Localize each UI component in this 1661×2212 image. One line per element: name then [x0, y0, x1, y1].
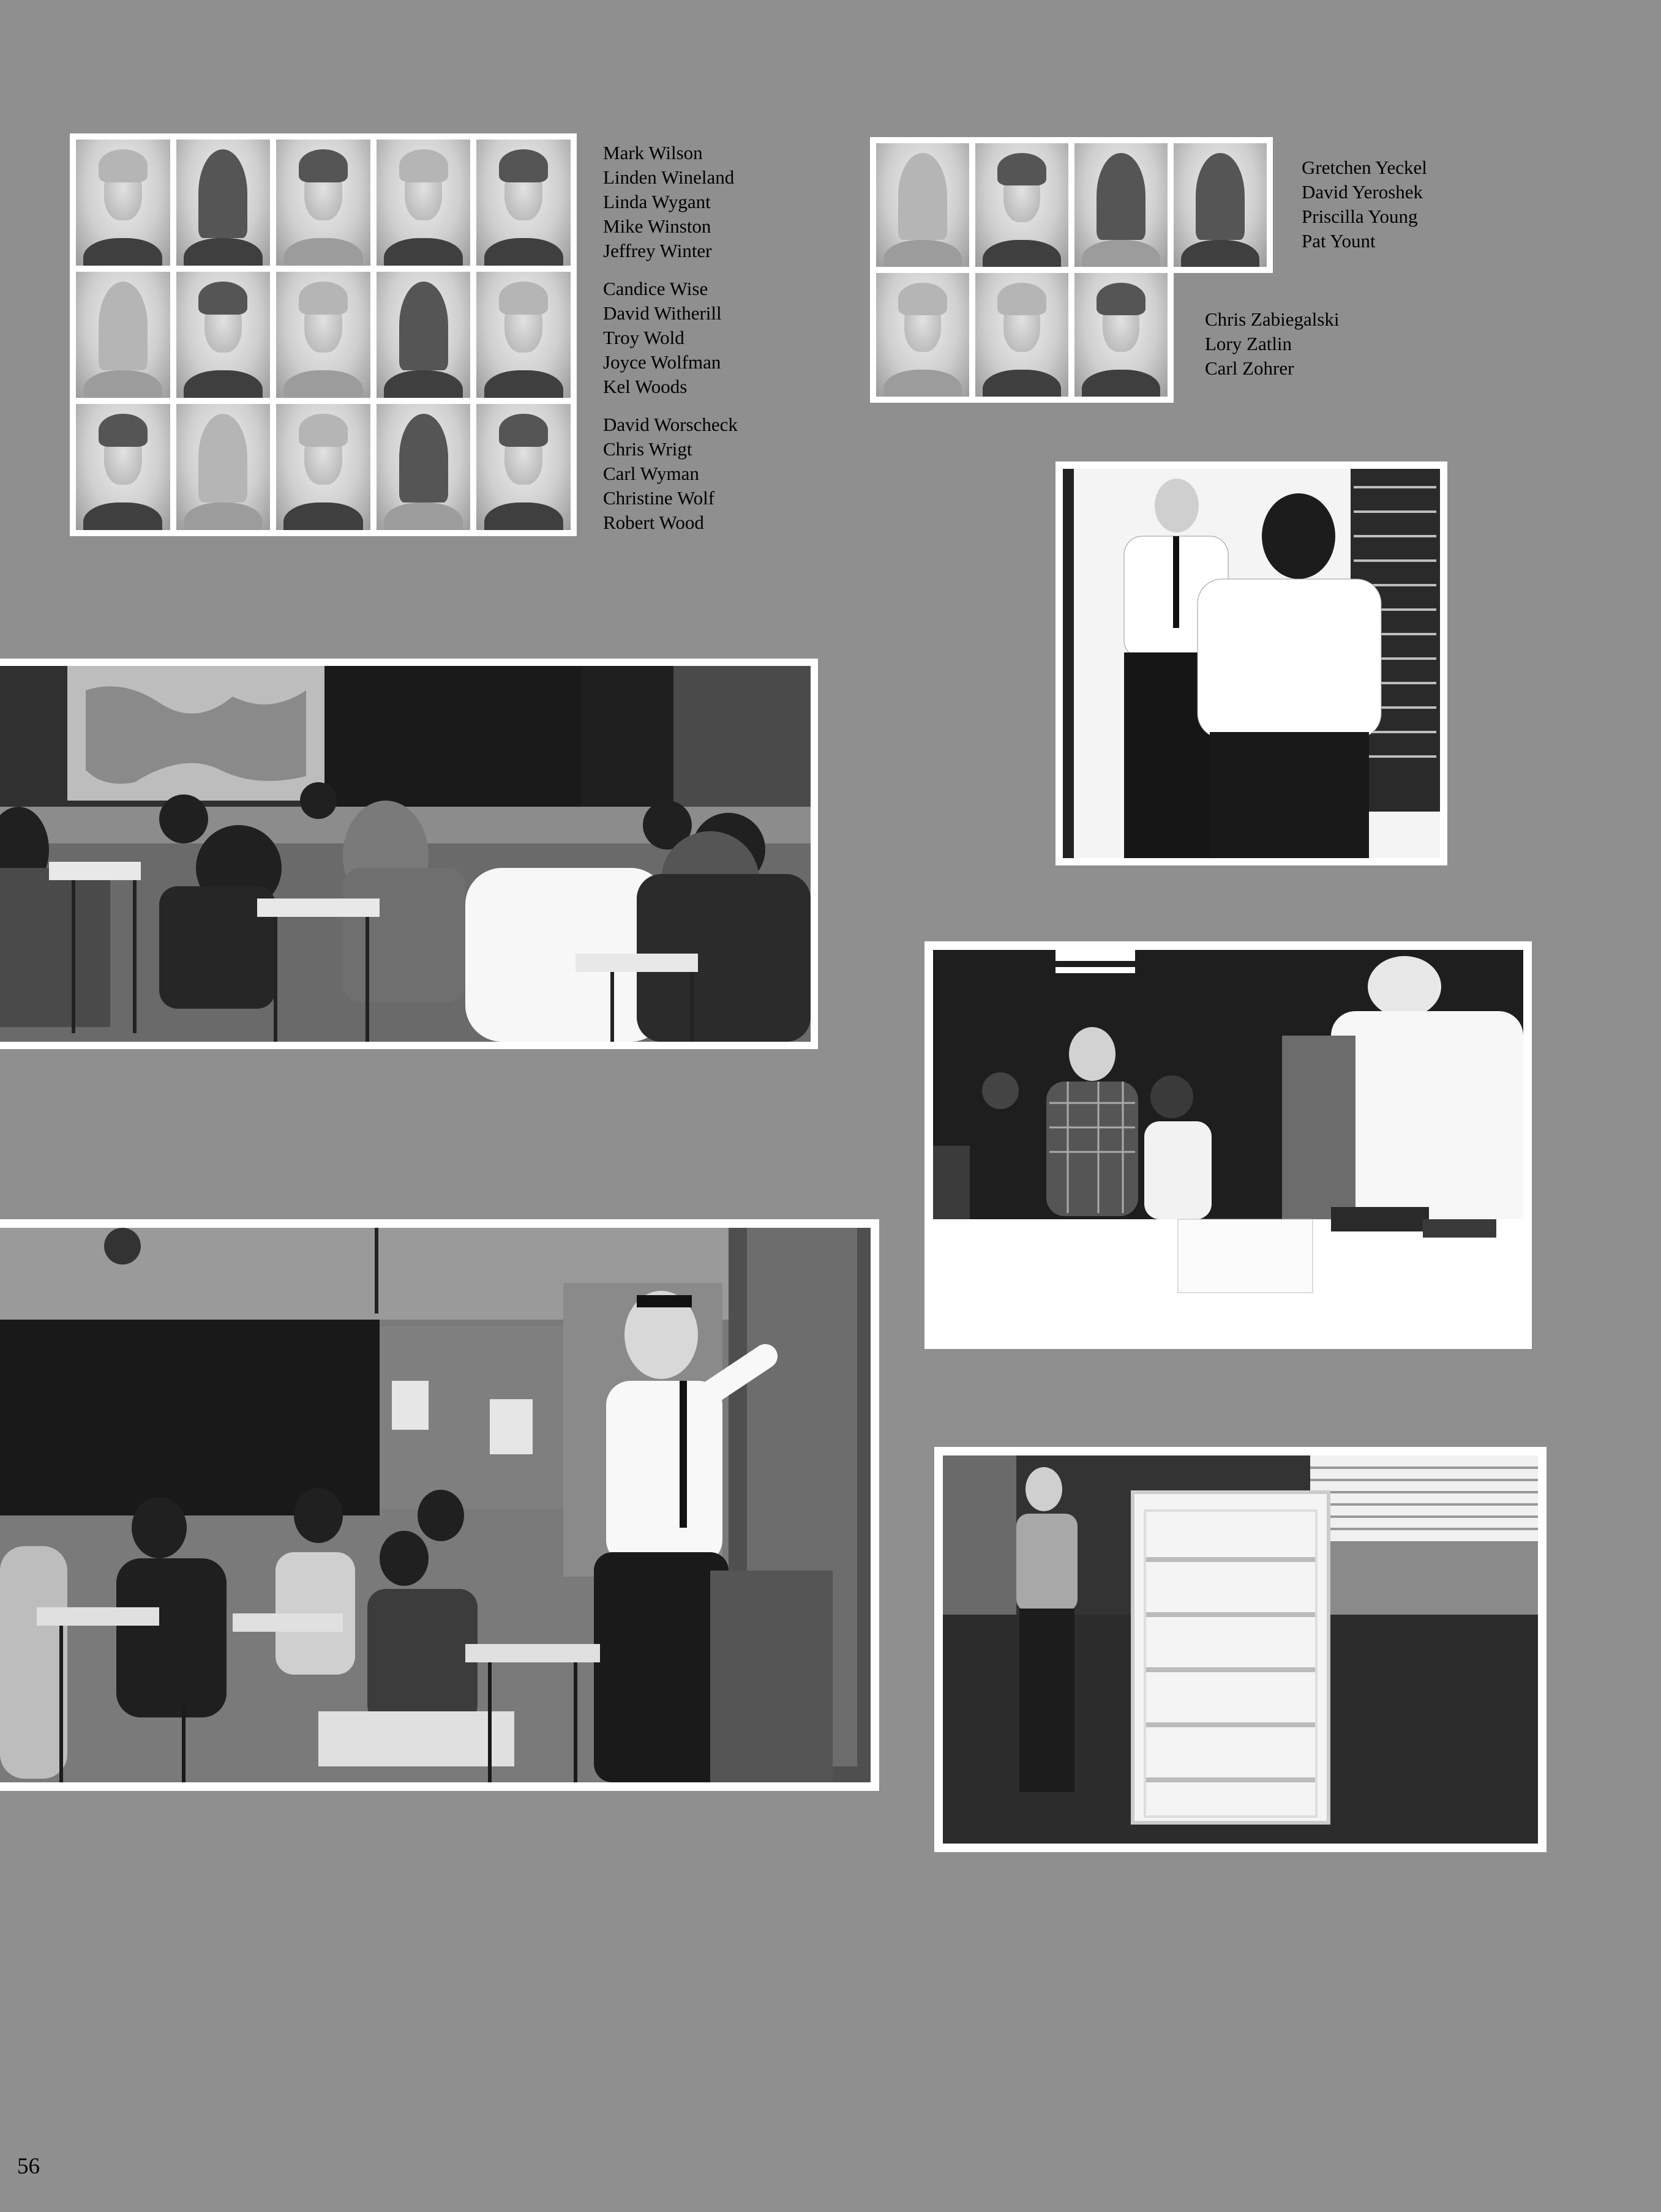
portrait-photo: [476, 272, 571, 398]
photo-illustration: [933, 950, 1523, 1340]
student-name: David Yeroshek: [1302, 181, 1423, 203]
portrait-photo: [377, 140, 471, 266]
student-name: Mike Winston: [603, 215, 711, 237]
photo-classroom-map: [0, 659, 818, 1049]
student-name: Christine Wolf: [603, 487, 715, 509]
student-name: Lory Zatlin: [1205, 333, 1292, 354]
portrait-photo: [476, 404, 571, 530]
name-list: [603, 277, 722, 399]
student-name: Kel Woods: [603, 376, 688, 397]
portrait-photo: [975, 143, 1068, 267]
photo-illustration: [0, 1228, 871, 1782]
portrait-photo: [377, 272, 471, 398]
student-name: Linda Wygant: [603, 191, 711, 212]
student-name: Gretchen Yeckel: [1302, 157, 1427, 178]
portrait-photo: [377, 404, 471, 530]
student-name: Mark Wilson: [603, 142, 703, 163]
portrait-photo: [276, 140, 370, 266]
page-number: 56: [17, 2154, 40, 2179]
student-name: Priscilla Young: [1302, 206, 1418, 227]
photo-illustration: [943, 1455, 1538, 1844]
student-name: David Witherill: [603, 302, 722, 324]
photo-student-bookcase: [934, 1447, 1547, 1852]
portrait-photo: [1174, 143, 1267, 267]
photo-teacher-at-table: [924, 941, 1532, 1349]
student-name: Jeffrey Winter: [603, 240, 712, 261]
portrait-photo: [76, 140, 170, 266]
portrait-photo: [1074, 143, 1168, 267]
name-list: [1205, 307, 1340, 381]
portrait-photo: [76, 272, 170, 398]
portrait-photo: [876, 143, 969, 267]
student-name: Chris Zabiegalski: [1205, 308, 1340, 330]
portrait-photo: [276, 404, 370, 530]
portrait-photo: [176, 140, 271, 266]
portrait-photo: [176, 404, 271, 530]
name-list: [1302, 155, 1427, 253]
portrait-photo: [975, 273, 1068, 397]
portrait-grid-w: [70, 133, 577, 536]
student-name: Robert Wood: [603, 512, 704, 533]
student-name: Chris Wrigt: [603, 438, 692, 460]
name-list: [603, 413, 738, 535]
portrait-grid-y: [870, 137, 1273, 273]
student-name: Carl Wyman: [603, 463, 699, 484]
portrait-photo: [76, 404, 170, 530]
student-name: Pat Yount: [1302, 230, 1376, 252]
portrait-grid-z: [870, 267, 1174, 403]
student-name: David Worscheck: [603, 414, 738, 435]
photo-teacher-chalkboard: [0, 1219, 879, 1791]
portrait-photo: [1074, 273, 1168, 397]
student-name: Linden Wineland: [603, 166, 735, 188]
portrait-photo: [176, 272, 271, 398]
student-name: Carl Zohrer: [1205, 357, 1294, 379]
portrait-photo: [476, 140, 571, 266]
student-name: Joyce Wolfman: [603, 351, 721, 373]
photo-two-men-talking: [1055, 461, 1447, 865]
photo-illustration: [1063, 469, 1440, 858]
portrait-photo: [276, 272, 370, 398]
student-name: Candice Wise: [603, 278, 708, 299]
photo-illustration: [0, 666, 811, 1042]
portrait-photo: [876, 273, 969, 397]
name-list: [603, 141, 734, 263]
student-name: Troy Wold: [603, 327, 684, 348]
